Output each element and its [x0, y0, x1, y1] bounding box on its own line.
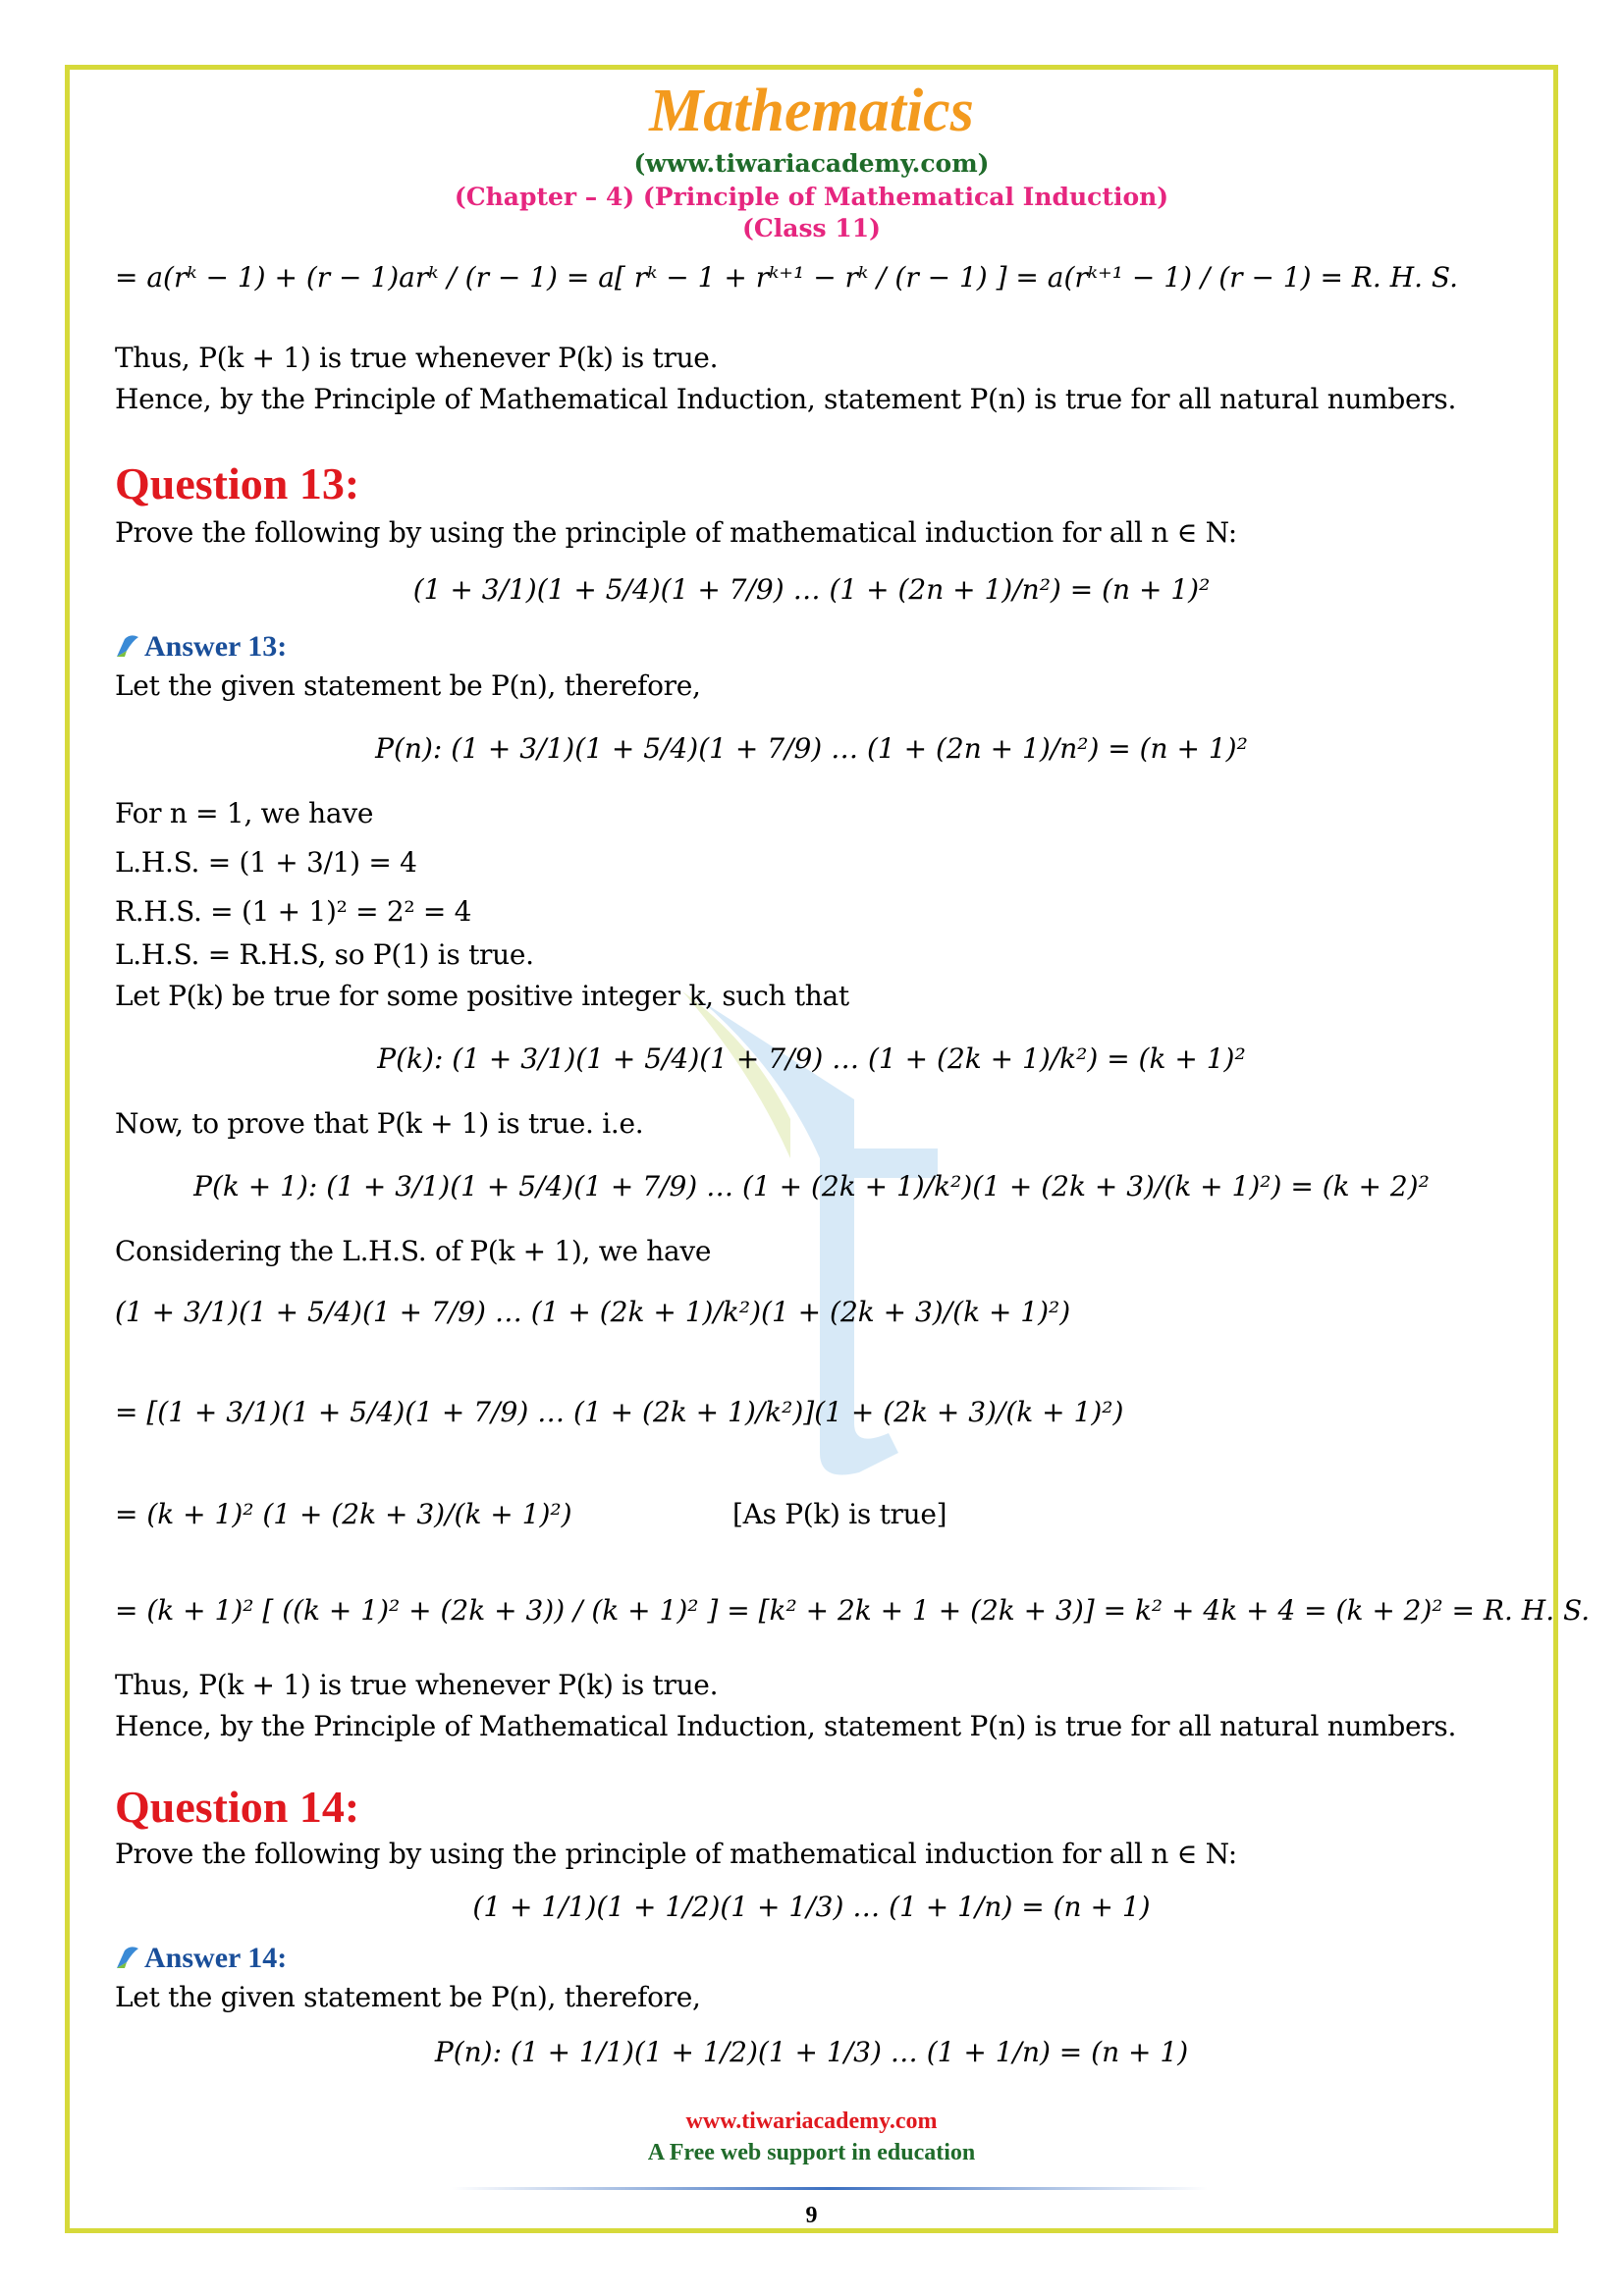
answer-13-rhs: R.H.S. = (1 + 1)² = 2² = 4: [115, 895, 472, 928]
answer-14-heading: [115, 1942, 287, 1975]
answer-13-label: Answer 13:: [144, 630, 288, 663]
answer-13-hence: Hence, by the Principle of Mathematical Induction, statement P(n) is true for all natural numbers.: [115, 1710, 1457, 1742]
answer-13-let-k: Let P(k) be true for some positive integer k, such that: [115, 980, 849, 1012]
answer-14-intro: Let the given statement be P(n), therefore,: [115, 1981, 701, 2013]
continued-equation: = a(rᵏ − 1) + (r − 1)arᵏ / (r − 1) = a[ rᵏ − 1 + rᵏ⁺¹ − rᵏ / (r − 1) ] = a(rᵏ⁺¹ − 1) / (r − 1) = R. H. S.: [115, 261, 1458, 294]
subject-title: Mathematics: [649, 78, 974, 144]
answer-13-pn: P(n): (1 + 3/1)(1 + 5/4)(1 + 7/9) … (1 + (2n + 1)/n²) = (n + 1)²: [375, 732, 1248, 765]
answer-13-intro: Let the given statement be P(n), therefore,: [115, 669, 701, 702]
footer-site-link[interactable]: www.tiwariacademy.com: [685, 2109, 938, 2134]
site-link[interactable]: (www.tiwariacademy.com): [633, 149, 990, 178]
answer-13-pk: P(k): (1 + 3/1)(1 + 5/4)(1 + 7/9) … (1 + (2k + 1)/k²) = (k + 1)²: [377, 1042, 1246, 1075]
top-conclusion-2: Hence, by the Principle of Mathematical Induction, statement P(n) is true for all natural numbers.: [115, 383, 1457, 415]
footer-divider: [452, 2187, 1208, 2190]
answer-13-lhs: L.H.S. = (1 + 3/1) = 4: [115, 846, 417, 879]
question-13-heading: Question 13:: [115, 458, 360, 508]
question-14-heading: Question 14:: [115, 1782, 360, 1832]
answer-13-step-4: = (k + 1)² [ ((k + 1)² + (2k + 3)) / (k + 1)² ] = [k² + 2k + 1 + (2k + 3)] = k² + 4k + 4 = (k + 2)² = R. H. S.: [115, 1594, 1591, 1627]
answer-13-thus: Thus, P(k + 1) is true whenever P(k) is true.: [115, 1669, 719, 1701]
answer-14-label: Answer 14:: [144, 1942, 288, 1974]
answer-13-pk1: P(k + 1): (1 + 3/1)(1 + 5/4)(1 + 7/9) … (1 + (2k + 1)/k²)(1 + (2k + 3)/(k + 1)²) = (k + 2)²: [193, 1170, 1430, 1202]
answer-14-pn: P(n): (1 + 1/1)(1 + 1/2)(1 + 1/3) … (1 + 1/n) = (n + 1): [434, 2036, 1189, 2068]
answer-13-step-3-note: [As P(k) is true]: [732, 1498, 947, 1530]
tiwari-pen-icon: [115, 633, 140, 659]
answer-13-for-n1: For n = 1, we have: [115, 797, 374, 829]
answer-13-heading: [115, 630, 287, 664]
answer-13-consider: Considering the L.H.S. of P(k + 1), we have: [115, 1235, 712, 1267]
question-14-statement: (1 + 1/1)(1 + 1/2)(1 + 1/3) … (1 + 1/n) = (n + 1): [472, 1891, 1151, 1923]
class-label: (Class 11): [742, 214, 881, 242]
question-14-prompt: Prove the following by using the principle of mathematical induction for all n ∈ N:: [115, 1838, 1237, 1870]
question-13-statement: (1 + 3/1)(1 + 5/4)(1 + 7/9) … (1 + (2n + 1)/n²) = (n + 1)²: [412, 573, 1211, 606]
answer-13-now: Now, to prove that P(k + 1) is true. i.e.: [115, 1107, 644, 1140]
tiwari-pen-icon: [115, 1945, 140, 1970]
page-number: 9: [805, 2203, 818, 2228]
answer-13-step-2: = [(1 + 3/1)(1 + 5/4)(1 + 7/9) … (1 + (2k + 1)/k²)](1 + (2k + 3)/(k + 1)²): [115, 1396, 1124, 1428]
answer-13-step-1: (1 + 3/1)(1 + 5/4)(1 + 7/9) … (1 + (2k + 1)/k²)(1 + (2k + 3)/(k + 1)²): [115, 1296, 1071, 1328]
answer-13-step-3: = (k + 1)² (1 + (2k + 3)/(k + 1)²): [115, 1498, 572, 1530]
top-conclusion-1: Thus, P(k + 1) is true whenever P(k) is true.: [115, 342, 719, 374]
answer-13-lhs-eq-rhs: L.H.S. = R.H.S, so P(1) is true.: [115, 938, 534, 971]
question-13-prompt: Prove the following by using the principle of mathematical induction for all n ∈ N:: [115, 516, 1237, 549]
footer-tagline: A Free web support in education: [647, 2140, 976, 2165]
chapter-title: (Chapter – 4) (Principle of Mathematical Induction): [454, 183, 1169, 211]
